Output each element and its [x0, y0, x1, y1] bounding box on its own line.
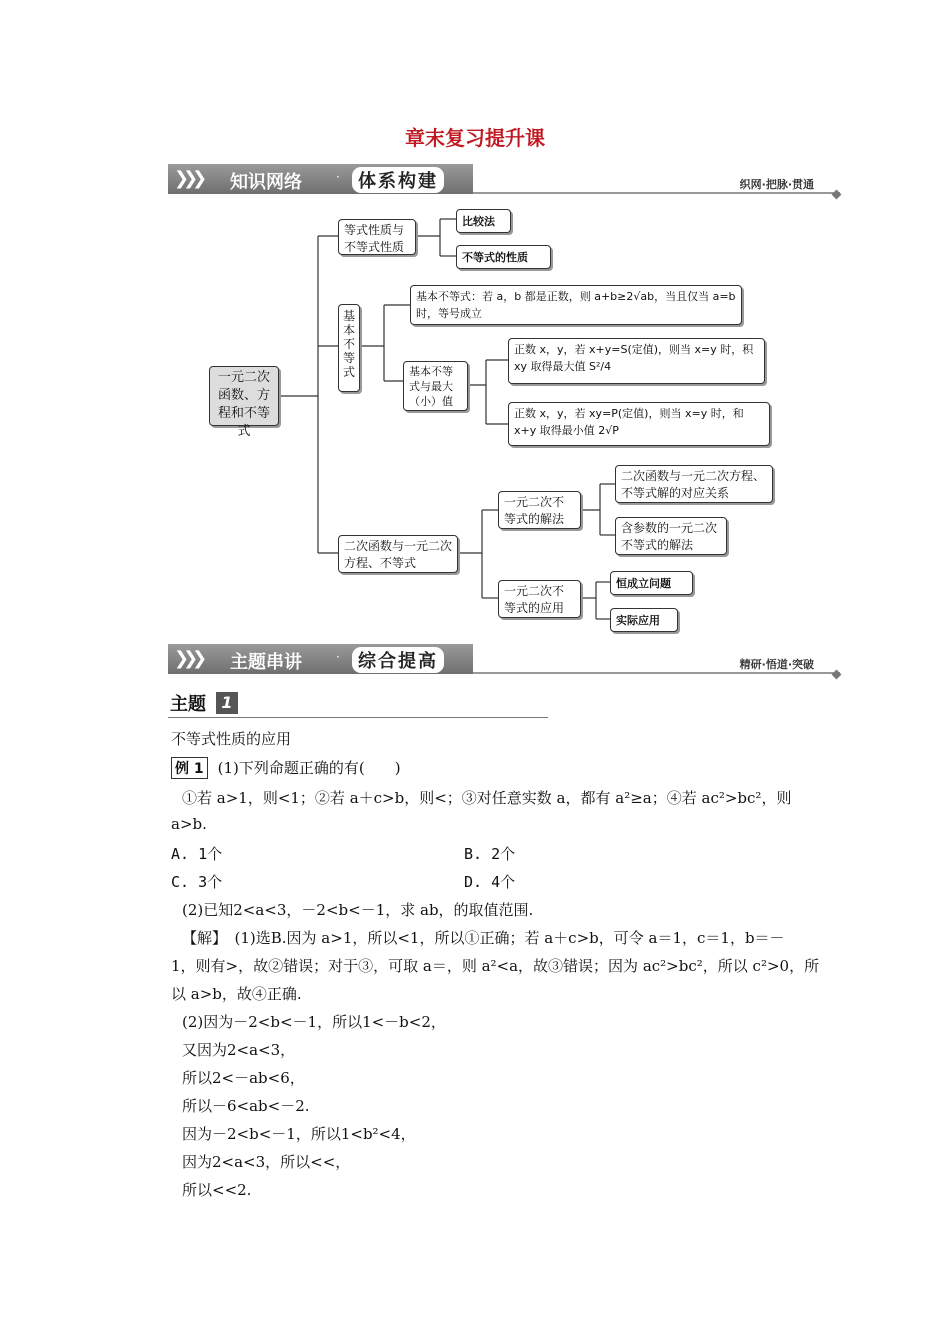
- example-question-1: [171, 757, 401, 779]
- banner-tagline: 精研·悟道·突破: [739, 658, 814, 671]
- node-quadratic-equation-inequality: 二次函数与一元二次方程、不等式: [338, 535, 458, 573]
- banner-dot: ·: [336, 170, 340, 184]
- banner-left-label: 主题串讲: [230, 652, 302, 673]
- topic-header: [168, 690, 548, 718]
- banner-tagline: 织网·把脉·贯通: [739, 178, 814, 191]
- solution-line-3: 以 a>b，故④正确.: [171, 985, 302, 1003]
- node-minimum-sum: 正数 x，y，若 xy=P(定值)，则当 x=y 时，和 x+y 取得最小值 2√P: [508, 402, 770, 446]
- statement-line-1: ①若 a>1，则<1；②若 a＋c>b，则<；③对任意实数 a，都有 a²≥a；④若 ac²>bc²，则: [182, 789, 792, 807]
- question-2-text: (2)已知2<a<3，－2<b<－1，求 ab，的取值范围.: [182, 901, 534, 919]
- node-quadratic-inequality-application: 一元二次不等式的应用: [498, 580, 581, 618]
- question-1-text: (1)下列命题正确的有( ): [217, 759, 401, 777]
- option-d: D. 4个: [464, 873, 516, 891]
- double-chevron-icon: ❯❯❯: [174, 168, 202, 189]
- node-solution-correspondence: 二次函数与一元二次方程、不等式解的对应关系: [615, 465, 773, 503]
- topic-subtitle: 不等式性质的应用: [171, 730, 292, 748]
- solution-line-8: 因为－2<b<－1，所以1<b²<4，: [182, 1125, 416, 1143]
- node-solving-quadratic-inequality: 一元二次不等式的解法: [498, 491, 581, 529]
- solution-line-1: 【解】 (1)选B.因为 a>1，所以<1，所以①正确；若 a＋c>b，可令 a＝1，c＝1，b＝－: [182, 929, 785, 947]
- node-practical-application: 实际应用: [610, 608, 678, 632]
- solution-line-2: 1，则有>，故②错误；对于③，可取 a＝，则 a²<a，故③错误；因为 ac²>bc²，所以 c²>0，所: [171, 957, 820, 975]
- solution-line-7: 所以－6<ab<－2.: [182, 1097, 310, 1115]
- node-equality-properties: 等式性质与不等式性质: [338, 219, 416, 255]
- solution-line-6: 所以2<－ab<6，: [182, 1069, 305, 1087]
- section-banner-topics: [168, 644, 840, 674]
- document-title: 章末复习提升课: [405, 126, 545, 150]
- topic-label: 主题: [170, 694, 206, 715]
- solution-line-4: (2)因为－2<b<－1，所以1<－b<2，: [182, 1013, 446, 1031]
- node-basic-inequality: 基本不等式: [338, 304, 360, 392]
- solution-line-9: 因为2<a<3，所以<<，: [182, 1153, 351, 1171]
- solution-line-10: 所以<<2.: [182, 1181, 252, 1199]
- banner-left-label: 知识网络: [230, 172, 302, 193]
- node-basic-inequality-definition: 基本不等式：若 a，b 都是正数，则 a+b≥2√ab，当且仅当 a=b 时，等号成立: [410, 285, 742, 325]
- example-badge: 例 1: [171, 757, 208, 779]
- topic-underline: [168, 717, 548, 718]
- banner-right-label: 综合提高: [352, 647, 444, 673]
- node-inequality-properties: 不等式的性质: [456, 245, 551, 269]
- solution-line-5: 又因为2<a<3，: [182, 1041, 296, 1059]
- node-always-holds: 恒成立问题: [610, 571, 693, 595]
- statement-line-2: a>b.: [171, 815, 207, 833]
- double-chevron-icon: ❯❯❯: [174, 648, 202, 669]
- node-root: 一元二次函数、方程和不等式: [209, 366, 279, 426]
- option-b: B. 2个: [464, 845, 516, 863]
- option-a: A. 1个: [171, 845, 223, 863]
- banner-rule: [473, 672, 840, 674]
- banner-right-label: 体系构建: [352, 167, 444, 193]
- topic-number: 1: [216, 692, 238, 714]
- node-parametric-inequality: 含参数的一元二次不等式的解法: [615, 517, 727, 555]
- banner-dot: ·: [336, 650, 340, 664]
- option-c: C. 3个: [171, 873, 223, 891]
- node-extreme-values: 基本不等式与最大（小）值: [403, 361, 468, 411]
- node-maximum-product: 正数 x，y，若 x+y=S(定值)，则当 x=y 时，积 xy 取得最大值 S²/4: [508, 338, 765, 384]
- node-comparison-method: 比较法: [456, 209, 511, 233]
